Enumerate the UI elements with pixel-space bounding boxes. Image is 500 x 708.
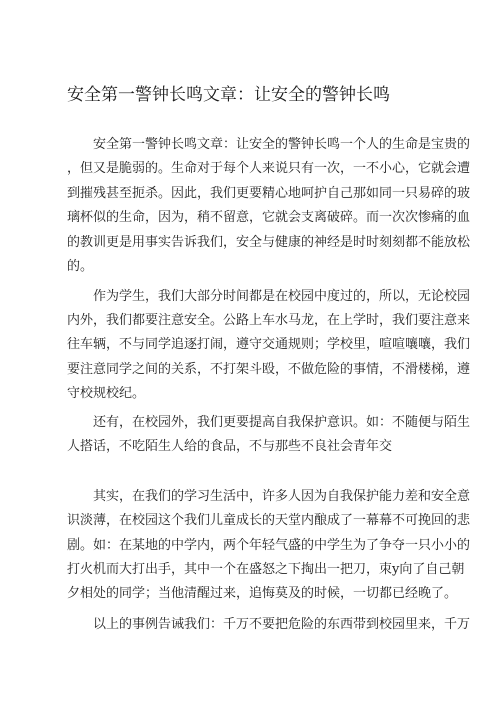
body-line: 要注意同学之间的关系，不打架斗殴，不做危险的事情，不滑楼梯，遵 <box>67 362 471 377</box>
body-line: 还有，在校园外，我们更要提高自我保护意识。如：不随便与陌生 <box>93 415 471 430</box>
body-line: 的。 <box>67 259 94 274</box>
body-line: 识淡薄，在校园这个我们儿童成长的天堂内酿成了一幕幕不可挽回的悲 <box>67 513 471 528</box>
body-line: 夕相处的同学；当他清醒过来，追悔莫及的时候，一切都已经晚了。 <box>67 586 458 601</box>
body-line: 打火机而大打出手，其中一个在盛怒之下掏出一把刀，朿y向了自己朝 <box>67 562 465 577</box>
body-line: 往车辆，不与同学追逐打闹，遵守交通规则；学校里，喧喧嚷嚷，我们 <box>67 337 471 352</box>
body-line: 作为学生，我们大部分时间都是在校园中度过的，所以，无论校园 <box>93 289 471 304</box>
body-line: 安全第一警钟长鸣文章：让安全的警钟长鸣一个人的生命是宝贵的 <box>93 137 471 152</box>
body-line: 人搭话，不吃陌生人给的食品，不与那些不良社会青年交 <box>67 439 393 454</box>
body-line: 剧。如：在某地的中学内，两个年轻气盛的中学生为了争夺一只小小的 <box>67 538 471 553</box>
body-line: 到摧残甚至扼杀。因此，我们更要精心地呵护自己那如同一只易碎的玻 <box>67 186 471 201</box>
body-line: 以上的事例告诫我们：千万不要把危险的东西带到校园里来，千万 <box>93 617 471 632</box>
body-line: 璃杯似的生命，因为，稍不留意，它就会支离破碎。而一次次惨痛的血 <box>67 210 471 225</box>
body-line: 其实，在我们的学习生活中，许多人因为自我保护能力差和安全意 <box>93 489 471 504</box>
body-line: 内外，我们都要注意安全。公路上车水马龙，在上学时，我们要注意来 <box>67 313 471 328</box>
document-title: 安全第一警钟长鸣文章：让安全的警钟长鸣 <box>67 85 390 105</box>
body-line: 守校规校纪。 <box>67 386 146 401</box>
body-line: 的教训更是用事实告诉我们，安全与健康的神经是时时刻刻都不能放松 <box>67 235 471 250</box>
body-line: ，但又是脆弱的。生命对于每个人来说只有一次，一不小心，它就会遭 <box>67 161 471 176</box>
